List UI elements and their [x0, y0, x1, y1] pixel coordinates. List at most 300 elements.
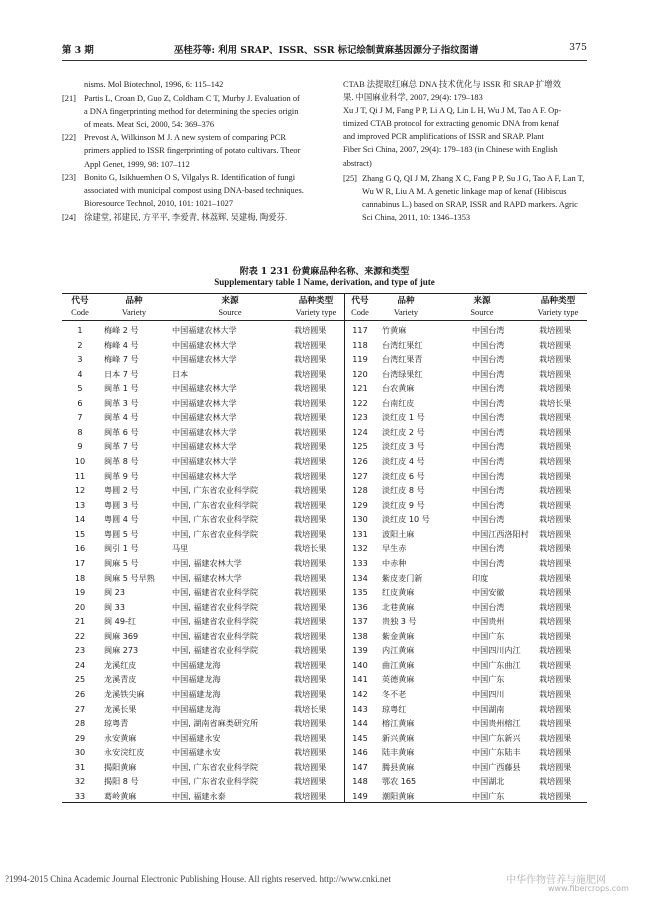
- cell-code: 32: [74, 776, 86, 787]
- cell-variety: 揭阳 8 号: [104, 776, 139, 787]
- cell-code: 122: [352, 397, 368, 408]
- cell-variety: 梅峰 7 号: [104, 354, 139, 365]
- cell-variety-type: 栽培圆果: [294, 441, 327, 452]
- cell-code: 30: [74, 747, 86, 758]
- table-row: [62, 512, 344, 527]
- table-row: [346, 352, 587, 367]
- reference-item: [62, 78, 328, 91]
- reference-line: timized CTAB protocol for extracting genomic DNA from kenaf: [343, 119, 560, 129]
- table-caption-en: Supplementary table 1 Name, derivation, and type of jute: [214, 277, 435, 287]
- cell-code: 2: [77, 339, 83, 350]
- reference-number: [23]: [62, 173, 76, 183]
- reference-line: Appl Genet, 1999, 98: 107–112: [84, 159, 190, 169]
- copyright-notice: ?1994-2015 China Academic Journal Electronic Publishing House. All rights reserved. http://www.cnki.net: [5, 874, 391, 884]
- table-row: [62, 614, 344, 629]
- cell-code: 19: [74, 587, 86, 598]
- reference-item: [62, 92, 328, 131]
- cell-code: 8: [77, 426, 83, 437]
- cell-variety: 粤圆 5 号: [104, 528, 139, 539]
- references-left-column: [62, 78, 328, 225]
- cell-variety: 红皮黄麻: [382, 587, 415, 598]
- reference-line: primers applied to ISSR fingerprinting of potato cultivars. Theor: [84, 146, 301, 156]
- cell-variety: 闽麻 5 号早熟: [104, 572, 155, 583]
- cell-code: 3: [77, 354, 83, 365]
- reference-line: nisms. Mol Biotechnol, 1996, 6: 115–142: [84, 80, 224, 89]
- cell-code: 1: [77, 325, 83, 335]
- cell-variety-type: 栽培圆果: [539, 339, 572, 350]
- header-variety-en: Variety: [121, 308, 147, 317]
- cell-variety-type: 栽培圆果: [294, 383, 327, 394]
- cell-source: 中国福建农林大学: [172, 339, 237, 350]
- reference-text: [84, 92, 328, 131]
- header-variety-cn: 品种: [125, 296, 143, 306]
- cell-variety: 鄂农 165: [382, 776, 417, 787]
- cell-variety: 榕江黄麻: [382, 718, 415, 729]
- cell-variety-type: 栽培圆果: [539, 587, 572, 598]
- cell-source: 中国, 福建省农业科学院: [172, 616, 259, 627]
- cell-source: 中国福建农林大学: [172, 456, 237, 467]
- cell-variety-type: 栽培圆果: [294, 747, 327, 758]
- cell-variety: 冬不老: [382, 689, 407, 699]
- cell-variety: 闽 49-红: [104, 616, 136, 627]
- cell-code: 5: [77, 383, 83, 394]
- header-variety-en: Variety: [393, 308, 419, 317]
- cell-source: 中国福建龙海: [172, 674, 221, 685]
- cell-variety: 新兴黄麻: [382, 732, 415, 743]
- reference-line: abstract): [343, 158, 372, 168]
- table-row: [62, 774, 344, 789]
- cell-variety-type: 栽培圆果: [294, 732, 327, 743]
- header-code: [50, 295, 110, 319]
- cell-variety: 台南红皮: [382, 397, 415, 408]
- cell-source: 中国台湾: [472, 339, 505, 350]
- cell-source: 中国, 广东省农业科学院: [172, 499, 259, 510]
- cell-source: 中国台湾: [472, 456, 505, 467]
- table-row: [346, 789, 587, 804]
- cell-source: 中国台湾: [472, 514, 505, 525]
- reference-line: of meats. Meat Sci, 2000, 54: 369–376: [84, 119, 215, 129]
- table-column-divider: [344, 293, 345, 803]
- reference-line: Partis L, Croan D, Guo Z, Coldham C T, Murby J. Evaluation of: [84, 93, 300, 103]
- cell-code: 133: [352, 557, 368, 568]
- cell-code: 118: [352, 339, 368, 350]
- cell-code: 7: [77, 412, 83, 423]
- cell-variety: 粤圆 4 号: [104, 514, 139, 525]
- cell-variety-type: 栽培圆果: [539, 325, 572, 335]
- cell-source: 中国, 湖南省麻类研究所: [172, 718, 259, 729]
- cell-code: 31: [74, 761, 86, 772]
- cell-code: 143: [352, 703, 368, 714]
- cell-variety: 龙溪青皮: [104, 674, 137, 685]
- cell-variety: 闽革 1 号: [104, 383, 139, 394]
- cell-variety-type: 栽培圆果: [539, 368, 572, 379]
- table-row: [346, 512, 587, 527]
- cell-variety-type: 栽培圆果: [539, 572, 572, 583]
- cell-code: 147: [352, 761, 368, 772]
- cell-source: 中国台湾: [472, 397, 505, 408]
- cell-variety: 淡红皮 4 号: [382, 456, 425, 467]
- cell-variety-type: 栽培圆果: [294, 499, 327, 510]
- cell-variety-type: 栽培圆果: [294, 412, 327, 423]
- cell-variety: 闽麻 273: [104, 645, 139, 656]
- cell-variety-type: 栽培长果: [294, 543, 327, 554]
- table-row: [62, 658, 344, 673]
- table-row: [346, 527, 587, 542]
- table-row: [62, 556, 344, 571]
- header-source-en: Source: [470, 308, 494, 317]
- table-row: [62, 323, 344, 338]
- cell-source: 中国湖北: [472, 776, 505, 787]
- cell-variety: 台湾绿果红: [382, 368, 423, 379]
- header-variety: [376, 295, 436, 319]
- cell-variety: 潮阳黄麻: [382, 790, 415, 801]
- header-variety: [104, 295, 164, 319]
- cell-variety: 琼粤青: [104, 718, 129, 729]
- cell-source: 中国福建农林大学: [172, 426, 237, 437]
- cell-code: 128: [352, 485, 368, 496]
- cell-source: 中国福建农林大学: [172, 325, 237, 335]
- cell-code: 137: [352, 616, 368, 627]
- table-header-rule: [62, 320, 587, 321]
- cell-variety-type: 栽培圆果: [294, 456, 327, 467]
- table-row: [62, 498, 344, 513]
- cell-source: 中国, 福建省农业科学院: [172, 630, 259, 641]
- cell-code: 131: [352, 528, 368, 539]
- cell-code: 17: [74, 557, 86, 568]
- reference-line: Zhang G Q, QI J M, Zhang X C, Fang P P, Su J G, Tao A F, Lan T,: [362, 173, 585, 183]
- cell-source: 中国福建永安: [172, 747, 221, 758]
- cell-variety-type: 栽培圆果: [294, 674, 327, 685]
- table-row: [62, 687, 344, 702]
- reference-number: [25]: [343, 173, 357, 183]
- cell-variety-type: 栽培圆果: [294, 339, 327, 350]
- cell-source: 中国江西洛阳村: [472, 528, 529, 539]
- cell-code: 13: [74, 499, 86, 510]
- cell-variety-type: 栽培圆果: [539, 747, 572, 758]
- table-row: [346, 367, 587, 382]
- table-row: [346, 658, 587, 673]
- cell-code: 33: [74, 790, 86, 801]
- cell-source: 中国福建农林大学: [172, 397, 237, 408]
- table-row: [62, 702, 344, 717]
- reference-line: Xu J T, Qi J M, Fang P P, Li A Q, Lin L H, Wu J M, Tao A F. Op-: [343, 106, 562, 116]
- cell-variety-type: 栽培圆果: [294, 790, 327, 801]
- header-variety-type: [528, 295, 588, 319]
- table-row: [346, 731, 587, 746]
- reference-line: Fiber Sci China, 2007, 29(4): 179–183 (in Chinese with English: [343, 145, 558, 155]
- cell-variety: 龙溪红皮: [104, 659, 137, 670]
- header-source-cn: 来源: [221, 296, 239, 306]
- cell-source: 中国广东: [472, 790, 505, 801]
- site-watermark: 中华作物营养与施肥网: [506, 875, 606, 886]
- cell-variety-type: 栽培圆果: [539, 470, 572, 481]
- header-code-en: Code: [71, 308, 89, 317]
- table-row: [346, 585, 587, 600]
- table-row: [62, 541, 344, 556]
- reference-continuation: [343, 78, 587, 170]
- cell-source: 中国台湾: [472, 557, 505, 568]
- cell-variety-type: 栽培圆果: [539, 674, 572, 685]
- table-row: [346, 716, 587, 731]
- table-row: [346, 643, 587, 658]
- cell-source: 中国台湾: [472, 412, 505, 423]
- reference-text: [84, 131, 328, 170]
- cell-variety: 葛岭黄麻: [104, 790, 137, 801]
- cell-source: 中国台湾: [472, 368, 505, 379]
- reference-line: a DNA fingerprinting method for determining the species origin: [84, 106, 299, 116]
- cell-code: 23: [74, 645, 86, 656]
- cell-variety-type: 栽培圆果: [539, 441, 572, 452]
- cell-variety-type: 栽培圆果: [539, 761, 572, 772]
- reference-text: [362, 172, 587, 224]
- cell-variety-type: 栽培圆果: [539, 630, 572, 641]
- cell-variety-type: 栽培圆果: [294, 470, 327, 481]
- cell-source: 中国台湾: [472, 485, 505, 496]
- cell-code: 138: [352, 630, 368, 641]
- cell-variety: 北巷黄麻: [382, 601, 415, 612]
- table-row: [62, 527, 344, 542]
- cell-variety: 淡红皮 1 号: [382, 412, 425, 423]
- table-row: [62, 381, 344, 396]
- reference-line: Bioresource Technol, 2010, 101: 1021–1027: [84, 199, 234, 209]
- cell-source: 中国贵州榕江: [472, 718, 521, 729]
- cell-variety: 永安黄麻: [104, 732, 137, 743]
- table-row: [346, 410, 587, 425]
- cell-variety: 中赤种: [382, 557, 407, 568]
- cell-source: 中国, 广东省农业科学院: [172, 514, 259, 525]
- cell-variety: 闽革 8 号: [104, 456, 139, 467]
- cell-source: 中国福建农林大学: [172, 412, 237, 423]
- cell-variety: 闽革 3 号: [104, 397, 139, 408]
- reference-number: [22]: [62, 133, 76, 143]
- table-row: [346, 338, 587, 353]
- table-row: [62, 585, 344, 600]
- header-source: [452, 295, 512, 319]
- reference-item: [343, 172, 587, 224]
- header-source-cn: 来源: [473, 296, 491, 306]
- cell-variety-type: 栽培圆果: [294, 601, 327, 612]
- reference-text: [84, 78, 328, 91]
- table-row: [346, 498, 587, 513]
- cell-variety-type: 栽培圆果: [539, 616, 572, 627]
- cell-source: 中国台湾: [472, 426, 505, 437]
- cell-variety-type: 栽培长果: [294, 703, 327, 714]
- cell-variety-type: 栽培圆果: [294, 645, 327, 656]
- reference-number: [62, 78, 84, 91]
- table-row: [62, 483, 344, 498]
- cell-code: 145: [352, 732, 368, 743]
- cell-source: 中国, 福建永泰: [172, 790, 226, 801]
- cell-code: 141: [352, 674, 368, 685]
- cell-code: 25: [74, 674, 86, 685]
- cell-code: 9: [77, 441, 83, 452]
- reference-item: [62, 211, 328, 224]
- cell-variety-type: 栽培圆果: [539, 645, 572, 656]
- table-row: [346, 556, 587, 571]
- reference-line: 徐建堂, 祁建民, 方平平, 李爱青, 林荔辉, 吴建梅, 陶爱芬.: [84, 212, 288, 222]
- cell-variety-type: 栽培圆果: [539, 703, 572, 714]
- cell-code: 140: [352, 659, 368, 670]
- table-caption-cn: 附表 1 231 份黄麻品种名称、来源和类型: [239, 267, 410, 277]
- reference-line: 果. 中国麻业科学, 2007, 29(4): 179–183: [343, 93, 483, 103]
- cell-code: 146: [352, 747, 368, 758]
- table-row: [346, 614, 587, 629]
- cell-variety: 竹黄麻: [382, 325, 407, 335]
- cell-variety: 曲江黄麻: [382, 659, 415, 670]
- table-row: [62, 716, 344, 731]
- cell-source: 中国台湾: [472, 383, 505, 394]
- cell-code: 120: [352, 368, 368, 379]
- cell-variety-type: 栽培圆果: [539, 485, 572, 496]
- cell-source: 中国, 广东省农业科学院: [172, 485, 259, 496]
- cell-variety-type: 栽培圆果: [539, 732, 572, 743]
- cell-code: 136: [352, 601, 368, 612]
- header-code-cn: 代号: [351, 296, 369, 306]
- table-row: [346, 454, 587, 469]
- table-row: [62, 745, 344, 760]
- cell-variety: 梅峰 2 号: [104, 325, 139, 335]
- table-row: [62, 454, 344, 469]
- cell-variety: 台湾红果红: [382, 339, 423, 350]
- cell-variety: 台农黄麻: [382, 383, 415, 394]
- running-header: [62, 42, 587, 58]
- cell-source: 中国福建农林大学: [172, 470, 237, 481]
- cell-variety: 紫皮麦门新: [382, 572, 423, 583]
- cell-variety: 永安浣红皮: [104, 747, 145, 758]
- cell-variety-type: 栽培圆果: [294, 557, 327, 568]
- cell-variety-type: 栽培长果: [539, 397, 572, 408]
- cell-code: 123: [352, 412, 368, 423]
- cell-variety: 淡红皮 9 号: [382, 499, 425, 510]
- cell-variety-type: 栽培圆果: [294, 325, 327, 335]
- table-row: [346, 425, 587, 440]
- cell-source: 中国福建龙海: [172, 703, 221, 714]
- issue-label: 第 3 期: [62, 45, 94, 56]
- cell-code: 129: [352, 499, 368, 510]
- cell-variety-type: 栽培圆果: [294, 354, 327, 365]
- header-code-cn: 代号: [71, 296, 89, 306]
- reference-item: [62, 131, 328, 170]
- cell-variety: 揭阳黄麻: [104, 761, 137, 772]
- page-number: 375: [569, 42, 587, 53]
- cell-source: 中国台湾: [472, 499, 505, 510]
- cell-variety-type: 栽培圆果: [539, 383, 572, 394]
- cell-source: 中国, 福建省农业科学院: [172, 587, 259, 598]
- cell-variety: 日本 7 号: [104, 368, 139, 379]
- table-row: [62, 629, 344, 644]
- cell-code: 21: [74, 616, 86, 627]
- cell-code: 16: [74, 543, 86, 554]
- cell-variety-type: 栽培圆果: [294, 397, 327, 408]
- cell-source: 中国广东: [472, 674, 505, 685]
- reference-line: associated with municipal compost using DNA-based techniques.: [84, 186, 304, 196]
- table-row: [62, 439, 344, 454]
- cell-source: 中国, 广东省农业科学院: [172, 528, 259, 539]
- cell-code: 22: [74, 630, 86, 641]
- cell-code: 11: [74, 470, 86, 481]
- cell-source: 中国, 福建省农业科学院: [172, 645, 259, 656]
- cell-variety: 梅峰 4 号: [104, 339, 139, 350]
- cell-source: 中国, 福建农林大学: [172, 557, 242, 568]
- reference-number: [21]: [62, 93, 76, 103]
- cell-variety: 贵独 3 号: [382, 616, 417, 627]
- table-row: [62, 352, 344, 367]
- cell-variety-type: 栽培圆果: [539, 718, 572, 729]
- reference-line: cannabinus L.) based on SRAP, ISSR and RAPD markers. Agric: [362, 199, 578, 209]
- table-top-rule: [62, 293, 587, 294]
- cell-variety-type: 栽培圆果: [539, 426, 572, 437]
- cell-source: 中国湖南: [472, 703, 505, 714]
- table-row: [346, 600, 587, 615]
- cell-variety-type: 栽培圆果: [539, 776, 572, 787]
- table-row: [62, 731, 344, 746]
- table-row: [346, 323, 587, 338]
- table-row: [346, 396, 587, 411]
- cell-code: 28: [74, 718, 86, 729]
- cell-variety: 龙溪铁尖麻: [104, 689, 145, 699]
- cell-code: 134: [352, 572, 368, 583]
- cell-variety: 闽麻 5 号: [104, 557, 139, 568]
- cell-variety: 陆丰黄麻: [382, 747, 415, 758]
- cell-code: 121: [352, 383, 368, 394]
- cell-variety-type: 栽培圆果: [539, 514, 572, 525]
- table-row: [346, 745, 587, 760]
- cell-variety: 内江黄麻: [382, 645, 415, 656]
- cell-source: 中国广西藤县: [472, 761, 521, 772]
- cell-source: 马里: [172, 543, 189, 554]
- table-row: [346, 760, 587, 775]
- cell-source: 中国广东曲江: [472, 659, 521, 670]
- references-right-column: [343, 78, 587, 224]
- cell-source: 中国福建农林大学: [172, 441, 237, 452]
- header-variety-type-cn: 品种类型: [298, 296, 334, 306]
- header-source-en: Source: [218, 308, 242, 317]
- table-row: [346, 469, 587, 484]
- cell-code: 132: [352, 543, 368, 554]
- table-row: [346, 774, 587, 789]
- cell-source: 中国, 广东省农业科学院: [172, 776, 259, 787]
- table-row: [346, 381, 587, 396]
- cell-variety-type: 栽培圆果: [294, 689, 327, 699]
- cell-code: 15: [74, 528, 86, 539]
- header-variety-type-en: Variety type: [295, 308, 337, 317]
- cell-variety-type: 栽培圆果: [294, 776, 327, 787]
- cell-source: 中国福建龙海: [172, 659, 221, 670]
- cell-variety-type: 栽培圆果: [294, 718, 327, 729]
- site-watermark-url: www.fibercrops.com: [548, 884, 629, 893]
- cell-code: 29: [74, 732, 86, 743]
- table-row: [346, 571, 587, 586]
- reference-text: [84, 211, 328, 224]
- cell-code: 117: [352, 325, 368, 335]
- table-row: [62, 571, 344, 586]
- table-row: [346, 439, 587, 454]
- cell-source: 中国台湾: [472, 601, 505, 612]
- cell-code: 18: [74, 572, 86, 583]
- reference-line: Prevost A, Wilkinson M J. A new system of comparing PCR: [84, 133, 286, 143]
- table-row: [346, 687, 587, 702]
- table-row: [62, 643, 344, 658]
- cell-source: 中国广东新兴: [472, 732, 521, 743]
- header-rule: [62, 60, 587, 61]
- cell-source: 中国, 福建农林大学: [172, 572, 242, 583]
- cell-variety-type: 栽培圆果: [539, 456, 572, 467]
- cell-variety-type: 栽培圆果: [539, 790, 572, 801]
- cell-variety-type: 栽培圆果: [294, 659, 327, 670]
- cell-code: 126: [352, 456, 368, 467]
- reference-line: and improved PCR amplifications of ISSR and SRAP. Plant: [343, 132, 544, 142]
- reference-item: [62, 171, 328, 210]
